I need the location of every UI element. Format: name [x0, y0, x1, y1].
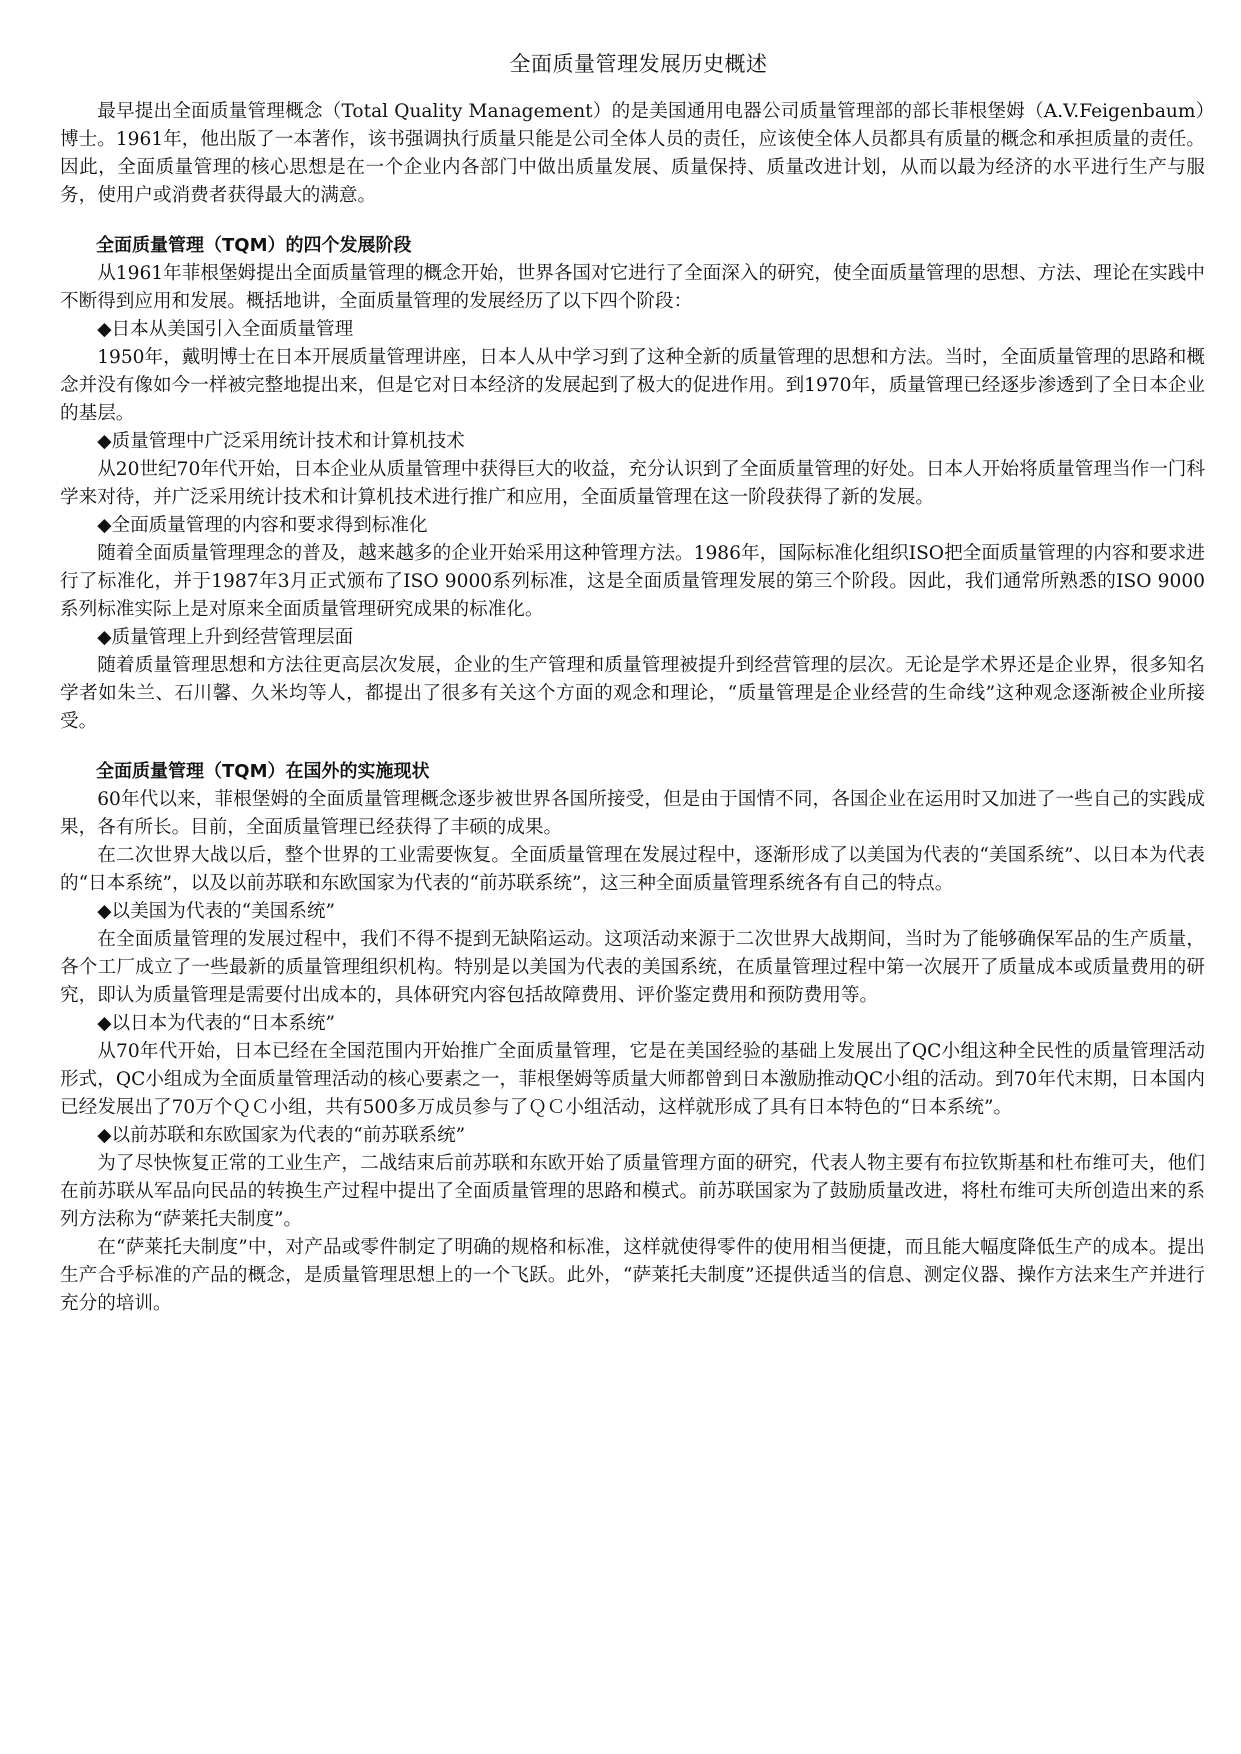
system-usa-bullet: ◆以美国为代表的“美国系统” [97, 901, 336, 922]
system-japan-paragraph: 从70年代开始，日本已经在全国范围内开始推广全面质量管理，它是在美国经验的基础上发展出了QC小组这种全民性的质量管理活动形式，QC小组成为全面质量管理活动的核心要素之一，菲根堡姆等质量大师都曾到日本激励推动QC小组的活动。到70年代末期，日本国内已经发展出了70万个ＱＣ小组，共有500多万成员参与了ＱＣ小组活动，这样就形成了具有日本特色的“日本系统”。 [60, 1041, 1205, 1118]
stage-3-bullet: ◆全面质量管理的内容和要求得到标准化 [97, 515, 428, 536]
stage-4-bullet: ◆质量管理上升到经营管理层面 [97, 627, 354, 648]
intro-paragraph: 最早提出全面质量管理概念（Total Quality Management）的是美国通用电器公司质量管理部的部长菲根堡姆（A.V.Feigenbaum）博士。1961年，他出版了一本著作，该书强调执行质量只能是公司全体人员的责任，应该使全体人员都具有质量的概念和承担质量的责任。因此，全面质量管理的核心思想是在一个企业内各部门中做出质量发展、质量保持、质量改进计划，从而以最为经济的水平进行生产与服务，使用户或消费者获得最大的满意。 [60, 101, 1205, 206]
abroad-paragraph-1: 60年代以来，菲根堡姆的全面质量管理概念逐步被世界各国所接受，但是由于国情不同，各国企业在运用时又加进了一些自己的实践成果，各有所长。目前，全面质量管理已经获得了丰硕的成果。 [60, 789, 1205, 838]
stage-2-bullet: ◆质量管理中广泛采用统计技术和计算机技术 [97, 431, 465, 452]
abroad-paragraph-2: 在二次世界大战以后，整个世界的工业需要恢复。全面质量管理在发展过程中，逐渐形成了以美国为代表的“美国系统”、以日本为代表的“日本系统”，以及以前苏联和东欧国家为代表的“前苏联系统”，这三种全面质量管理系统各有自己的特点。 [60, 845, 1205, 894]
system-ussr-bullet: ◆以前苏联和东欧国家为代表的“前苏联系统” [97, 1125, 466, 1146]
system-usa-paragraph: 在全面质量管理的发展过程中，我们不得不提到无缺陷运动。这项活动来源于二次世界大战期间，当时为了能够确保军品的生产质量，各个工厂成立了一些最新的质量管理组织机构。特别是以美国为代表的美国系统，在质量管理过程中第一次展开了质量成本或质量费用的研究，即认为质量管理是需要付出成本的，具体研究内容包括故障费用、评价鉴定费用和预防费用等。 [60, 929, 1205, 1006]
section-heading-stages: 全面质量管理（TQM）的四个发展阶段 [96, 235, 412, 256]
stages-intro-paragraph: 从1961年菲根堡姆提出全面质量管理的概念开始，世界各国对它进行了全面深入的研究，使全面质量管理的思想、方法、理论在实践中不断得到应用和发展。概括地讲，全面质量管理的发展经历了以下四个阶段： [60, 263, 1205, 312]
stage-1-bullet: ◆日本从美国引入全面质量管理 [97, 319, 354, 340]
section-heading-abroad: 全面质量管理（TQM）在国外的实施现状 [96, 761, 430, 782]
stage-2-paragraph: 从20世纪70年代开始，日本企业从质量管理中获得巨大的收益，充分认识到了全面质量管理的好处。日本人开始将质量管理当作一门科学来对待，并广泛采用统计技术和计算机技术进行推广和应用，全面质量管理在这一阶段获得了新的发展。 [60, 459, 1205, 508]
system-japan-bullet: ◆以日本为代表的“日本系统” [97, 1013, 336, 1034]
stage-1-paragraph: 1950年，戴明博士在日本开展质量管理讲座，日本人从中学习到了这种全新的质量管理的思想和方法。当时，全面质量管理的思路和概念并没有像如今一样被完整地提出来，但是它对日本经济的发展起到了极大的促进作用。到1970年，质量管理已经逐步渗透到了全日本企业的基层。 [60, 347, 1205, 424]
system-ussr-paragraph: 为了尽快恢复正常的工业生产，二战结束后前苏联和东欧开始了质量管理方面的研究，代表人物主要有布拉钦斯基和杜布维可夫，他们在前苏联从军品向民品的转换生产过程中提出了全面质量管理的思路和模式。前苏联国家为了鼓励质量改进，将杜布维可夫所创造出来的系列方法称为“萨莱托夫制度”。 [60, 1153, 1205, 1230]
document-title: 全面质量管理发展历史概述 [509, 52, 768, 76]
stage-3-paragraph: 随着全面质量管理理念的普及，越来越多的企业开始采用这种管理方法。1986年，国际标准化组织ISO把全面质量管理的内容和要求进行了标准化，并于1987年3月正式颁布了ISO 9000系列标准，这是全面质量管理发展的第三个阶段。因此，我们通常所熟悉的ISO 9000系列标准实际上是对原来全面质量管理研究成果的标准化。 [60, 543, 1205, 620]
document-page [60, 44, 1205, 1318]
stage-4-paragraph: 随着质量管理思想和方法往更高层次发展，企业的生产管理和质量管理被提升到经营管理的层次。无论是学术界还是企业界，很多知名学者如朱兰、石川馨、久米均等人，都提出了很多有关这个方面的观念和理论，“质量管理是企业经营的生命线”这种观念逐渐被企业所接受。 [60, 655, 1205, 732]
closing-paragraph: 在“萨莱托夫制度”中，对产品或零件制定了明确的规格和标准，这样就使得零件的使用相当便捷，而且能大幅度降低生产的成本。提出生产合乎标准的产品的概念，是质量管理思想上的一个飞跃。此外，“萨莱托夫制度”还提供适当的信息、测定仪器、操作方法来生产并进行充分的培训。 [60, 1237, 1205, 1314]
